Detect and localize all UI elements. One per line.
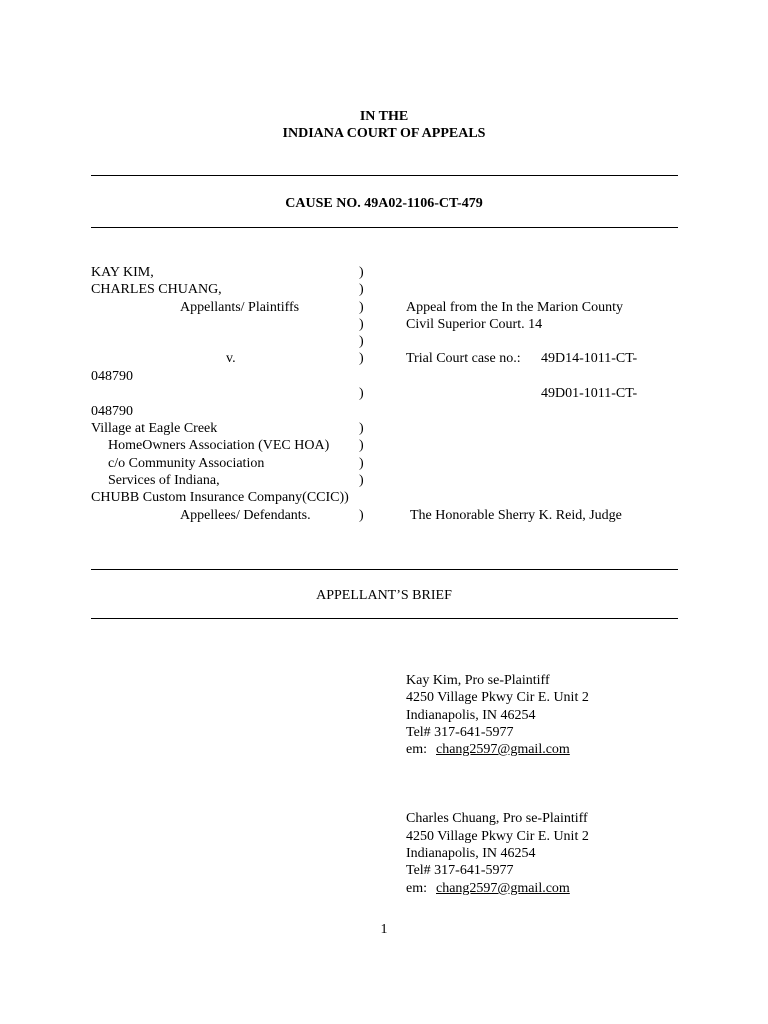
caption-paren: ): [359, 473, 364, 488]
email-label: em:: [406, 881, 427, 896]
appellants-role: Appellants/ Plaintiffs: [180, 300, 300, 315]
contact-name: Charles Chuang, Pro se-Plaintiff: [406, 811, 588, 826]
email-label: em:: [406, 742, 427, 757]
caption-paren: ): [359, 438, 364, 453]
trial-case-number-1: 49D14-1011-CT-: [541, 351, 638, 366]
appellee-name: Village at Eagle Creek: [91, 421, 218, 436]
divider: [91, 618, 678, 619]
court-heading-line1: IN THE: [359, 109, 409, 124]
judge-name: The Honorable Sherry K. Reid, Judge: [410, 508, 622, 523]
appeal-from-line2: Civil Superior Court. 14: [406, 317, 543, 332]
email-link[interactable]: chang2597@gmail.com: [436, 742, 570, 757]
email-link[interactable]: chang2597@gmail.com: [436, 881, 570, 896]
contact-address: 4250 Village Pkwy Cir E. Unit 2: [406, 829, 589, 844]
contact-address: 4250 Village Pkwy Cir E. Unit 2: [406, 690, 589, 705]
caption-paren: ): [359, 351, 364, 366]
appellee-name: c/o Community Association: [108, 456, 265, 471]
caption-paren: ): [359, 282, 364, 297]
brief-title: APPELLANT’S BRIEF: [316, 588, 452, 603]
case-number-wrap: 048790: [91, 404, 133, 419]
appellee-name: Services of Indiana,: [108, 473, 220, 488]
caption-paren: ): [359, 317, 364, 332]
caption-paren: ): [359, 300, 364, 315]
appellee-name: HomeOwners Association (VEC HOA): [108, 438, 330, 453]
divider: [91, 175, 678, 176]
caption-paren: ): [359, 508, 364, 523]
divider: [91, 227, 678, 228]
page-number: 1: [380, 922, 388, 937]
trial-case-number-2: 49D01-1011-CT-: [541, 386, 638, 401]
contact-name: Kay Kim, Pro se-Plaintiff: [406, 673, 550, 688]
case-number-wrap: 048790: [91, 369, 133, 384]
caption-paren: ): [359, 386, 364, 401]
appellant-name-2: CHARLES CHUANG,: [91, 282, 222, 297]
divider: [91, 569, 678, 570]
cause-number: CAUSE NO. 49A02-1106-CT-479: [285, 196, 483, 211]
versus: v.: [226, 351, 236, 366]
appellee-name: CHUBB Custom Insurance Company(CCIC)): [91, 490, 349, 505]
court-heading-line2: INDIANA COURT OF APPEALS: [282, 126, 486, 141]
caption-paren: ): [359, 334, 364, 349]
contact-city: Indianapolis, IN 46254: [406, 846, 536, 861]
contact-tel: Tel# 317-641-5977: [406, 863, 514, 878]
caption-paren: ): [359, 421, 364, 436]
contact-city: Indianapolis, IN 46254: [406, 708, 536, 723]
contact-tel: Tel# 317-641-5977: [406, 725, 514, 740]
appeal-from-line1: Appeal from the In the Marion County: [406, 300, 623, 315]
caption-paren: ): [359, 456, 364, 471]
appellant-name-1: KAY KIM,: [91, 265, 154, 280]
caption-paren: ): [359, 265, 364, 280]
appellees-role: Appellees/ Defendants.: [180, 508, 311, 523]
trial-court-label: Trial Court case no.:: [406, 351, 521, 366]
